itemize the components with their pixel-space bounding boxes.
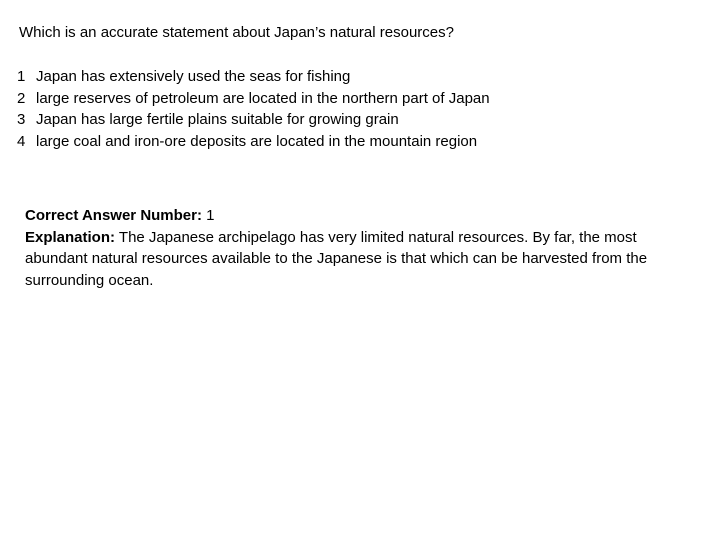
question-text: Which is an accurate statement about Japan’s natural resources?: [19, 24, 454, 41]
explanation-paragraph: [25, 227, 695, 292]
option-4: [17, 131, 490, 153]
option-number: 3: [17, 111, 26, 128]
option-text: large coal and iron-ore deposits are located in the mountain region: [36, 132, 478, 150]
answer-options-list: [17, 66, 490, 152]
option-1: [17, 66, 490, 88]
correct-answer-label: Correct Answer Number:: [25, 207, 202, 224]
correct-answer-value: 1: [206, 207, 215, 224]
option-number: 4: [17, 132, 26, 150]
answer-block: [25, 205, 695, 291]
explanation-text: The Japanese archipelago has very limited natural resources. By far, the most abundant natural resources available to the Japanese is that which can be harvested from the surrounding ocean.: [25, 228, 648, 289]
option-text: Japan has extensively used the seas for fishing: [36, 68, 351, 85]
option-2: [17, 88, 490, 110]
option-text: Japan has large fertile plains suitable for growing grain: [36, 111, 399, 128]
option-number: 1: [17, 68, 26, 85]
explanation-label: Explanation:: [25, 228, 116, 246]
option-3: [17, 109, 490, 131]
option-text: large reserves of petroleum are located in the northern part of Japan: [36, 89, 490, 107]
correct-answer-line: [25, 205, 695, 227]
option-number: 2: [17, 89, 26, 107]
